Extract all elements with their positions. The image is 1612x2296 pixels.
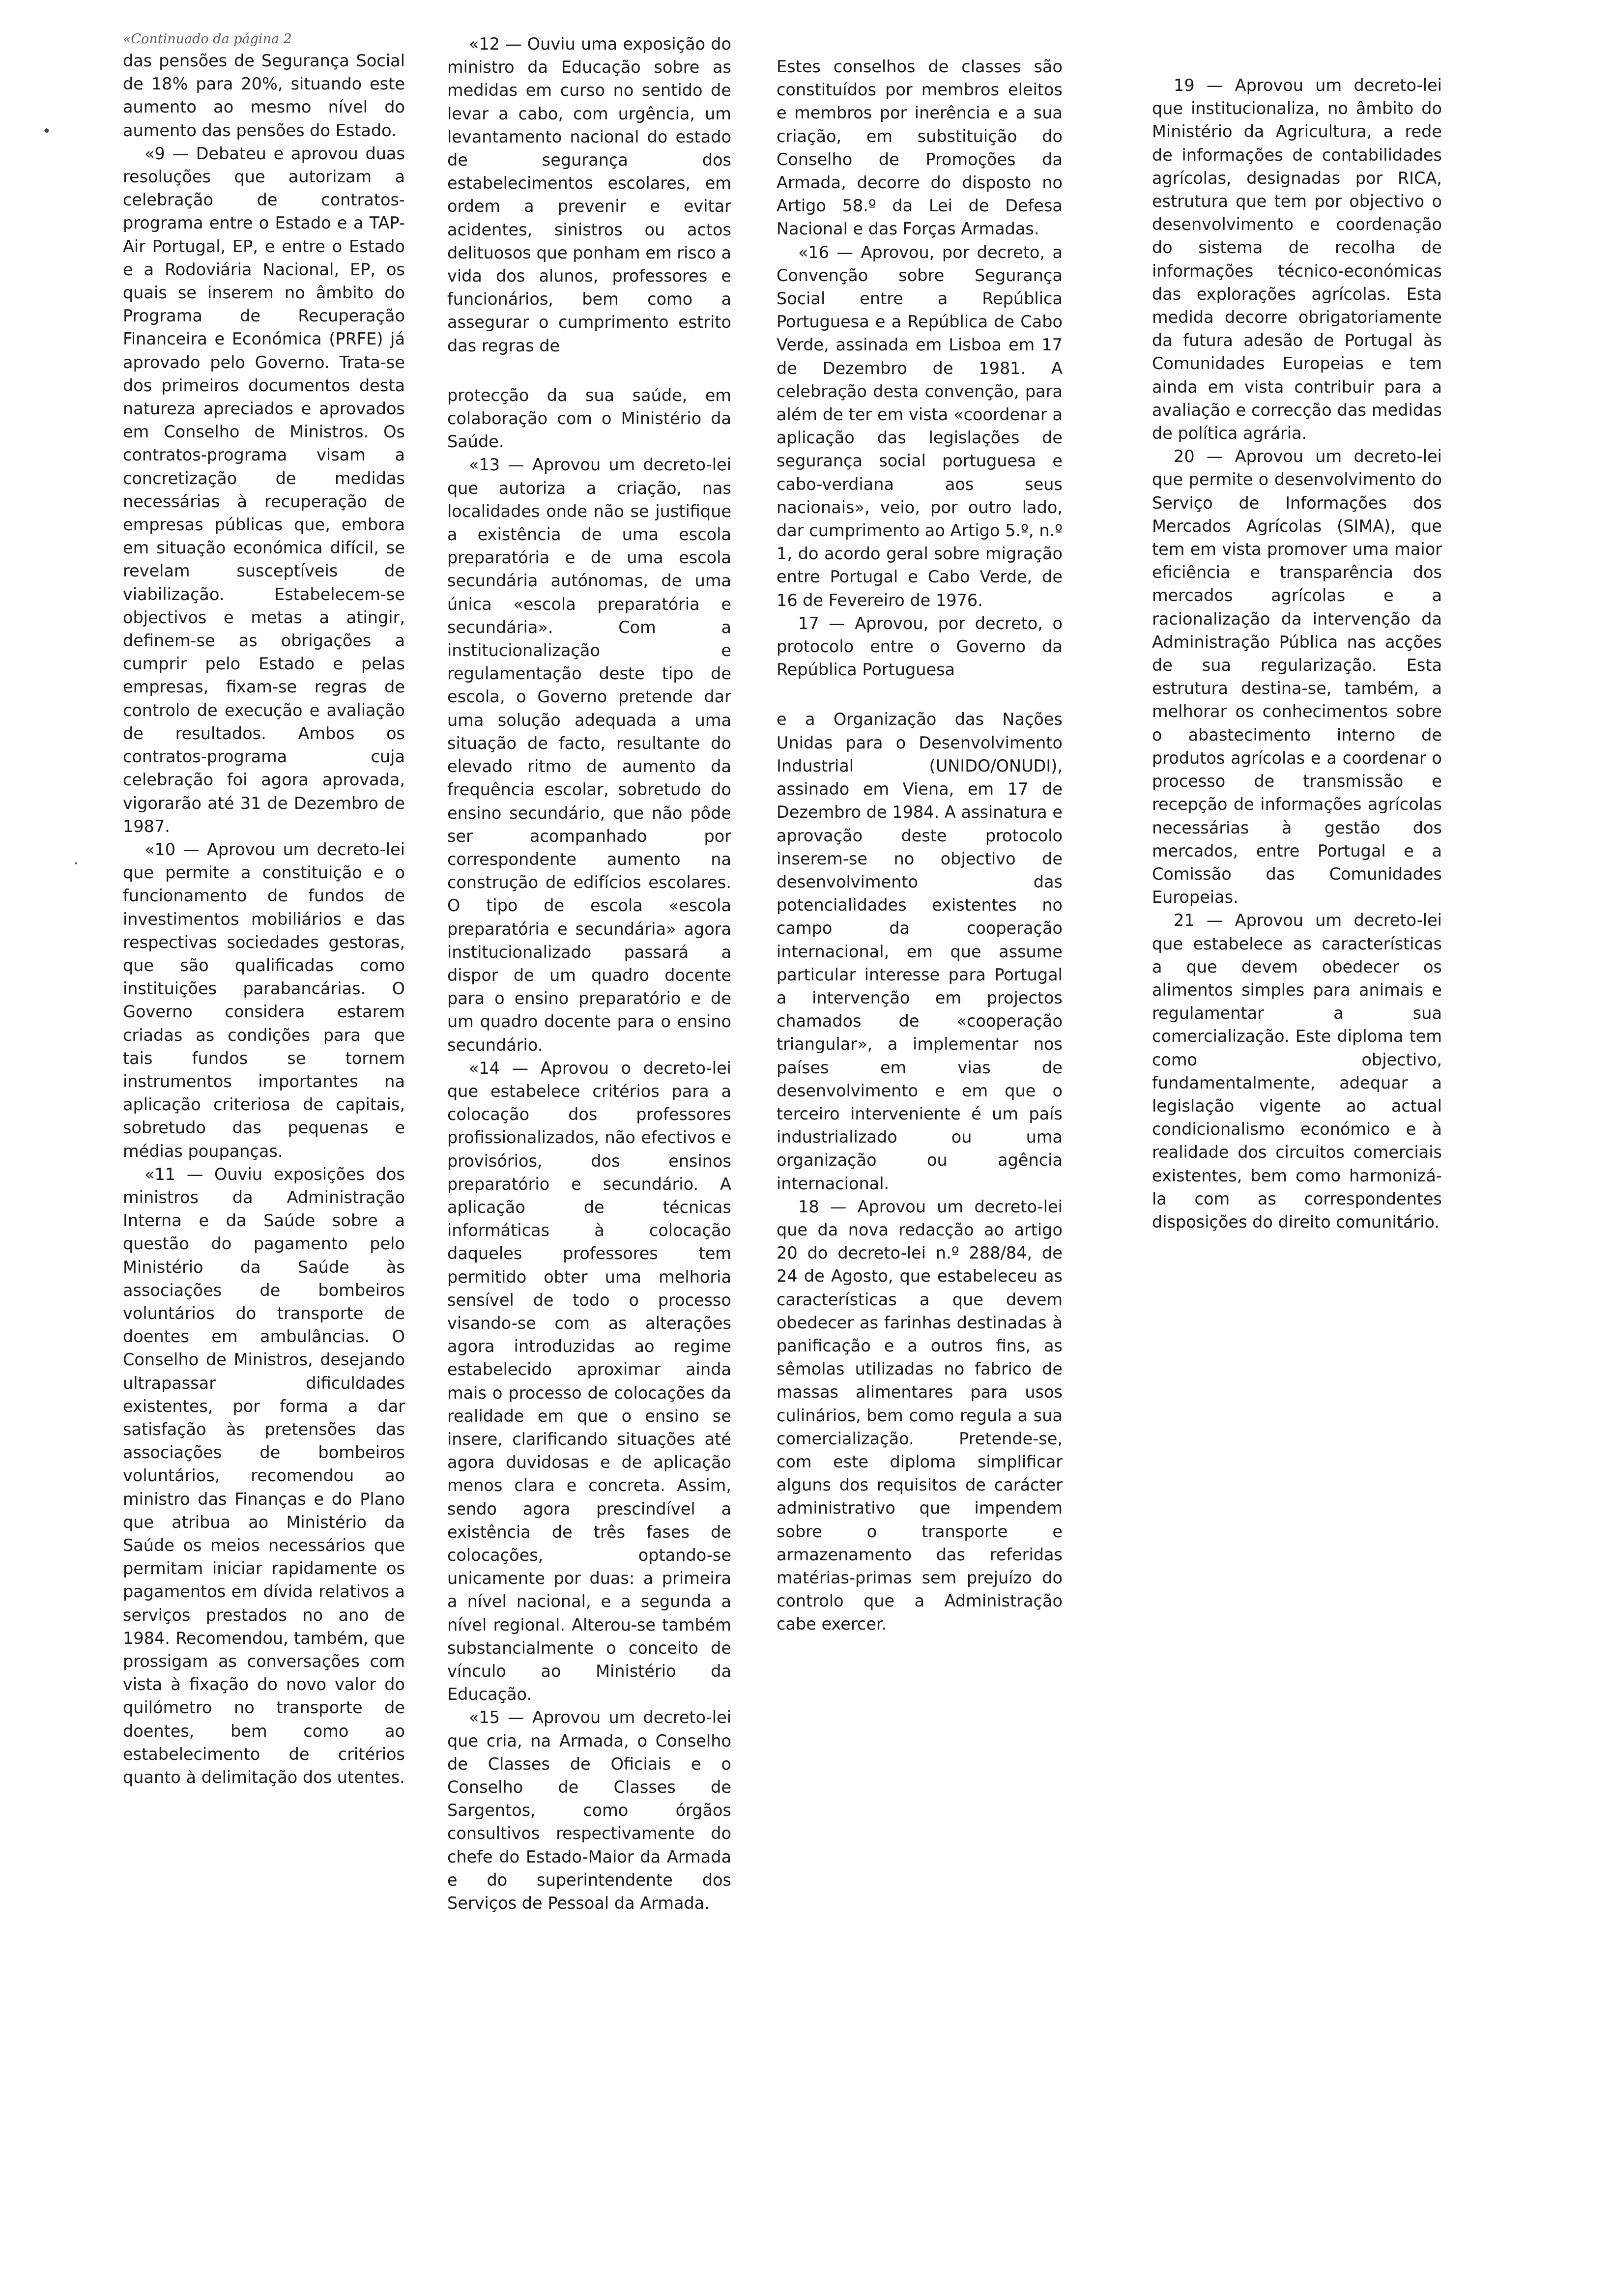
scan-mark: · [74, 855, 79, 872]
paragraph: «11 — Ouviu exposições dos ministros da Administração Interna e da Saúde sobre a questão do pagamento pelo Ministério da Saúde às associações de bombeiros voluntários do transporte de doentes em ambulâncias. O Conselho de Ministros, desejando ultrapassar dificuldades existentes, por forma a dar satisfação às pretensões das associações de bombeiros voluntários, recomendou ao ministro das Finanças e do Plano que atribua ao Ministério da Saúde os meios necessários que permitam iniciar rapidamente os pagamentos em dívida relativos a serviços prestados no ano de 1984. Recomendou, também, que prossigam as conversações com vista à fixação do novo valor do quilómetro no transporte de doentes, bem como ao estabelecimento de critérios quanto à delimitação dos utentes. [123, 1164, 405, 1787]
paragraph: «13 — Aprovou um decreto-lei que autoriza a criação, nas localidades onde não se justifique a existência de uma escola preparatória e de uma escola secundária autónomas, de uma única «escola preparatória e secundária». Com a institucionalização e regulamentação deste tipo de escola, o Governo pretende dar uma solução adequada a uma situação de facto, resultante do elevado ritmo de aumento da frequência escolar, sobretudo do ensino secundário, que não pôde ser acompanhado por correspondente aumento na construção de edifícios escolares. O tipo de escola «escola preparatória e secundária» agora institucionalizado passará a dispor de um quadro docente para o ensino preparatório e de um quadro docente para o ensino secundário. [447, 455, 731, 1055]
paragraph: «15 — Aprovou um decreto-lei que cria, na Armada, o Conselho de Classes de Oficiais e o Conselho de Classes de Sargentos, como órgãos consultivos respectivamente do chefe do Estado-Maior da Armada e do superintendente dos Serviços de Pessoal da Armada. [447, 1708, 731, 1913]
paragraph: das pensões de Segurança Social de 18% para 20%, situando este aumento ao mesmo nível do aumento das pensões do Estado. [123, 51, 405, 140]
paragraph: 20 — Aprovou um decreto-lei que permite o desenvolvimento do Serviço de Informações dos Mercados Agrícolas (SIMA), que tem em vista promover uma maior eficiência e transparência dos mercados agrícolas e a racionalização da intervenção da Administração Pública nas acções de sua regularização. Esta estrutura destina-se, também, a melhorar os conhecimentos sobre o abastecimento interno de produtos agrícolas e a coordenar o processo de transmissão e recepção de informações agrícolas necessárias à gestão dos mercados, entre Portugal e a Comissão das Comunidades Europeias. [1152, 447, 1442, 907]
paragraph: e a Organização das Nações Unidas para o Desenvolvimento Industrial (UNIDO/ONUDI), assinado em Viena, em 17 de Dezembro de 1984. A assinatura e aprovação deste protocolo inserem-se no objectivo de desenvolvimento das potencialidades existentes no campo da cooperação internacional, em que assume particular interesse para Portugal a intervenção em projectos chamados de «cooperação triangular», a implementar nos países em vias de desenvolvimento e em que o terceiro interveniente é um país industrializado ou uma organização ou agência internacional. [777, 710, 1063, 1193]
paragraph: «16 — Aprovou, por decreto, a Convenção sobre Segurança Social entre a República Portuguesa e a República de Cabo Verde, assinada em Lisboa em 17 de Dezembro de 1981. A celebração desta convenção, para além de ter em vista «coordenar a aplicação das legislações de segurança social portuguesa e cabo-verdiana aos seus nacionais», veio, por outro lado, dar cumprimento ao Artigo 5.º, n.º 1, do acordo geral sobre migração entre Portugal e Cabo Verde, de 16 de Fevereiro de 1976. [777, 242, 1063, 610]
paragraph: Estes conselhos de classes são constituídos por membros eleitos e membros por inerência e a sua criação, em substituição do Conselho de Promoções da Armada, decorre do disposto no Artigo 58.º da Lei de Defesa Nacional e das Forças Armadas. [777, 57, 1063, 239]
paragraph: «14 — Aprovou o decreto-lei que estabelece critérios para a colocação dos professores profissionalizados, não efectivos e provisórios, dos ensinos preparatório e secundário. A aplicação de técnicas informáticas à colocação daqueles professores tem permitido obter uma melhoria sensível de todo o processo visando-se com as alterações agora introduzidas ao regime estabelecido aproximar ainda mais o processo de colocações da realidade em que o ensino se insere, clarificando situações até agora duvidosas e de aplicação menos clara e concreta. Assim, sendo agora prescindível a existência de três fases de colocações, optando-se unicamente por duas: a primeira a nível nacional, e a segunda a nível regional. Alterou-se também substancialmente o conceito de vínculo ao Ministério da Educação. [447, 1058, 731, 1704]
column-1 [123, 29, 405, 1789]
paragraph: 17 — Aprovou, por decreto, o protocolo entre o Governo da República Portuguesa [777, 613, 1063, 680]
paragraph: «12 — Ouviu uma exposição do ministro da Educação sobre as medidas em curso no sentido de levar a cabo, com urgência, um levantamento nacional do estado de segurança dos estabelecimentos escolares, em ordem a prevenir e evitar acidentes, sinistros ou actos delituosos que ponham em risco a vida dos alunos, professores e funcionários, bem como a assegurar o cumprimento estrito das regras de [447, 34, 731, 355]
continuation-note: «Continuado da página 2 [123, 31, 292, 47]
scan-mark: • [42, 123, 51, 140]
column-2 [447, 32, 731, 1915]
paragraph: 18 — Aprovou um decreto-lei que da nova redacção ao artigo 20 do decreto-lei n.º 288/84, de 24 de Agosto, que estabeleceu as características a que devem obedecer as farinhas destinadas à panificação e a outros fins, as sêmolas utilizadas no fabrico de massas alimentares para usos culinários, bem como regula a sua comercialização. Pretende-se, com este diploma simplificar alguns dos requisitos de carácter administrativo que impendem sobre o transporte e armazenamento das referidas matérias-primas sem prejuízo do controlo que a Administração cabe exercer. [777, 1197, 1063, 1634]
column-break [777, 681, 1063, 708]
column-4 [1152, 74, 1442, 1234]
paragraph: 21 — Aprovou um decreto-lei que estabelece as características a que devem obedecer os alimentos simples para animais e regulamentar a sua comercialização. Este diploma tem como objectivo, fundamentalmente, adequar a legislação vigente ao actual condicionalismo económico e à realidade dos circuitos comerciais existentes, bem como harmonizá-la com as correspondentes disposições do direito comunitário. [1152, 911, 1442, 1232]
paragraph: protecção da sua saúde, em colaboração com o Ministério da Saúde. [447, 385, 731, 452]
paragraph: «10 — Aprovou um decreto-lei que permite a constituição e o funcionamento de fundos de investimentos mobiliários e das respectivas sociedades gestoras, que são qualificadas como instituições parabancárias. O Governo considera estarem criadas as condições para que tais fundos se tornem instrumentos importantes na aplicação criteriosa de capitais, sobretudo das pequenas e médias poupanças. [123, 839, 405, 1161]
column-break [447, 357, 731, 384]
paragraph: «9 — Debateu e aprovou duas resoluções que autorizam a celebração de contratos-programa entre o Estado e a TAP-Air Portugal, EP, e entre o Estado e a Rodoviária Nacional, EP, os quais se inserem no âmbito do Programa de Recuperação Financeira e Económica (PRFE) já aprovado pelo Governo. Trata-se dos primeiros documentos desta natureza apreciados e aprovados em Conselho de Ministros. Os contratos-programa visam a concretização de medidas necessárias à recuperação de empresas públicas que, embora em situação económica difícil, se revelam susceptíveis de viabilização. Estabelecem-se objectivos e metas a atingir, definem-se as obrigações a cumprir pelo Estado e pelas empresas, fixam-se regras de controlo de execução e avaliação de resultados. Ambos os contratos-programa cuja celebração foi agora aprovada, vigorarão até 31 de Dezembro de 1987. [123, 144, 405, 836]
paragraph: 19 — Aprovou um decreto-lei que institucionaliza, no âmbito do Ministério da Agricultura, a rede de informações de contabilidades agrícolas, designadas por RICA, estrutura que tem por objectivo o desenvolvimento e coordenação do sistema de recolha de informações técnico-económicas das explorações agrícolas. Esta medida decorre obrigatoriamente da futura adesão de Portugal às Comunidades Europeias e tem ainda em vista contribuir para a avaliação e correcção das medidas de política agrária. [1152, 76, 1442, 443]
column-3 [777, 55, 1063, 1636]
